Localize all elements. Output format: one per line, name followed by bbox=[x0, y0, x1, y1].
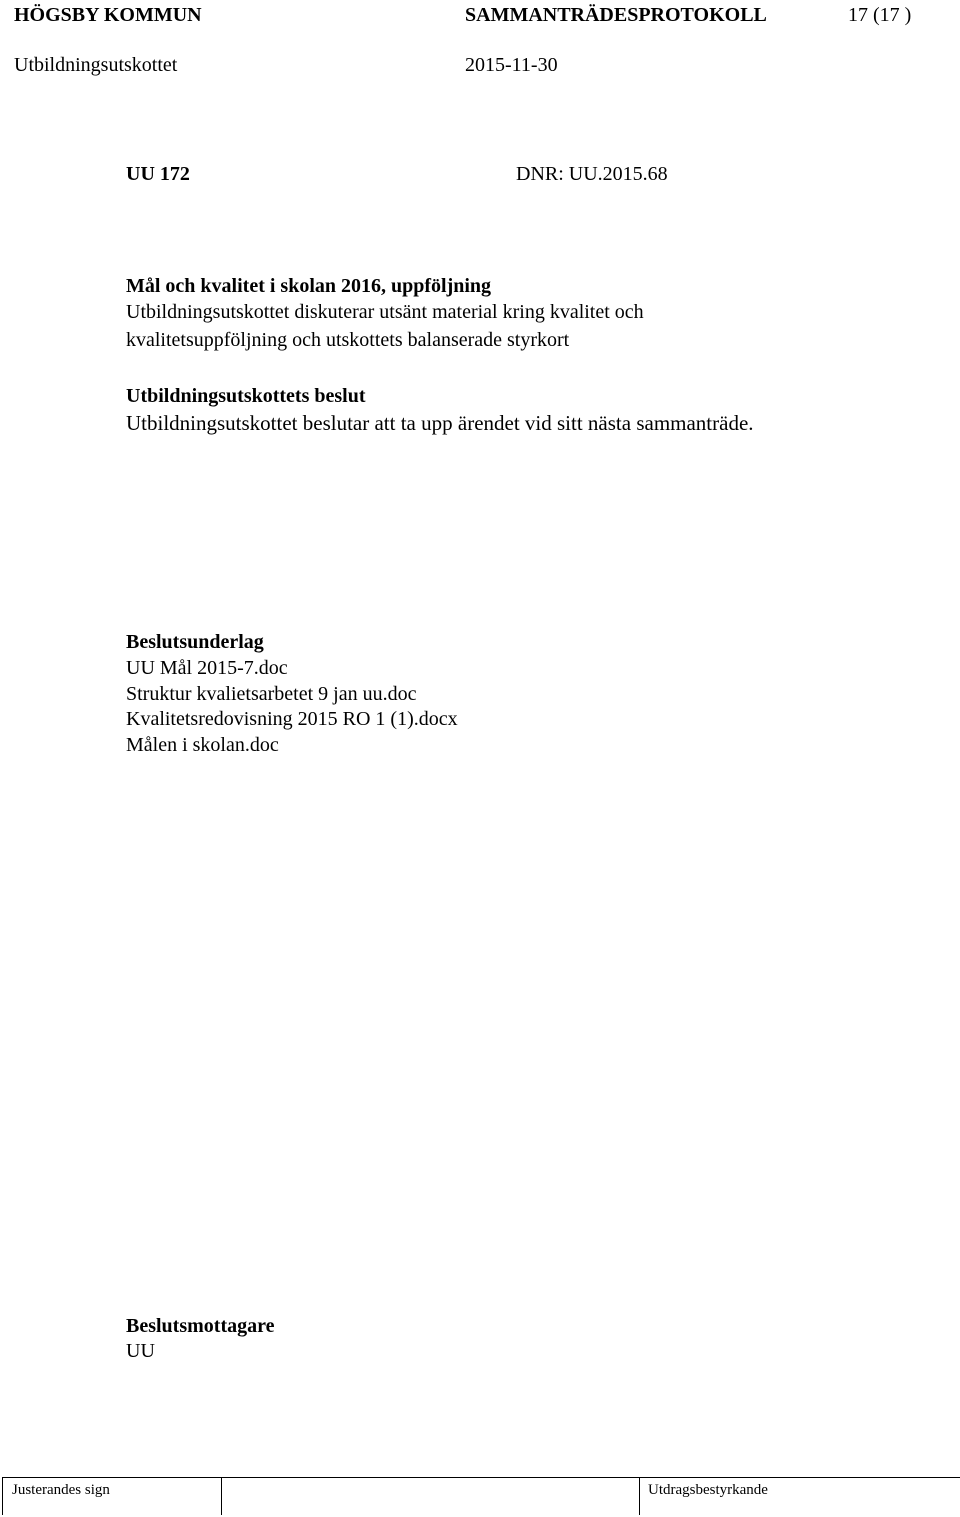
footer-rule bbox=[2, 1477, 960, 1478]
page-number: 17 (17 ) bbox=[848, 4, 912, 26]
document-item: Målen i skolan.doc bbox=[126, 734, 279, 756]
document-item: Struktur kvalietsarbetet 9 jan uu.doc bbox=[126, 683, 417, 705]
footer-divider bbox=[221, 1478, 222, 1515]
document-item: UU Mål 2015-7.doc bbox=[126, 657, 288, 679]
meeting-date: 2015-11-30 bbox=[465, 54, 558, 76]
organization-name: HÖGSBY KOMMUN bbox=[14, 4, 202, 26]
committee-name: Utbildningsutskottet bbox=[14, 54, 178, 76]
case-reference: UU 172 bbox=[126, 163, 190, 185]
topic-heading: Mål och kvalitet i skolan 2016, uppföljning bbox=[126, 275, 492, 297]
document-title: SAMMANTRÄDESPROTOKOLL bbox=[465, 4, 767, 26]
recipients-heading: Beslutsmottagare bbox=[126, 1315, 275, 1337]
decision-heading: Utbildningsutskottets beslut bbox=[126, 385, 366, 407]
footer-divider bbox=[639, 1478, 640, 1515]
recipient-item: UU bbox=[126, 1340, 155, 1362]
documents-heading: Beslutsunderlag bbox=[126, 631, 264, 653]
document-item: Kvalitetsredovisning 2015 RO 1 (1).docx bbox=[126, 708, 458, 730]
footer-divider bbox=[2, 1478, 3, 1515]
footer-signature-label: Justerandes sign bbox=[12, 1482, 110, 1498]
topic-text-line: Utbildningsutskottet diskuterar utsänt material kring kvalitet och bbox=[126, 301, 644, 323]
topic-text-line: kvalitetsuppföljning och utskottets balanserade styrkort bbox=[126, 329, 570, 351]
case-dnr: DNR: UU.2015.68 bbox=[516, 163, 668, 185]
footer-certification-label: Utdragsbestyrkande bbox=[648, 1482, 768, 1498]
decision-text: Utbildningsutskottet beslutar att ta upp ärendet vid sitt nästa sammanträde. bbox=[126, 411, 754, 435]
